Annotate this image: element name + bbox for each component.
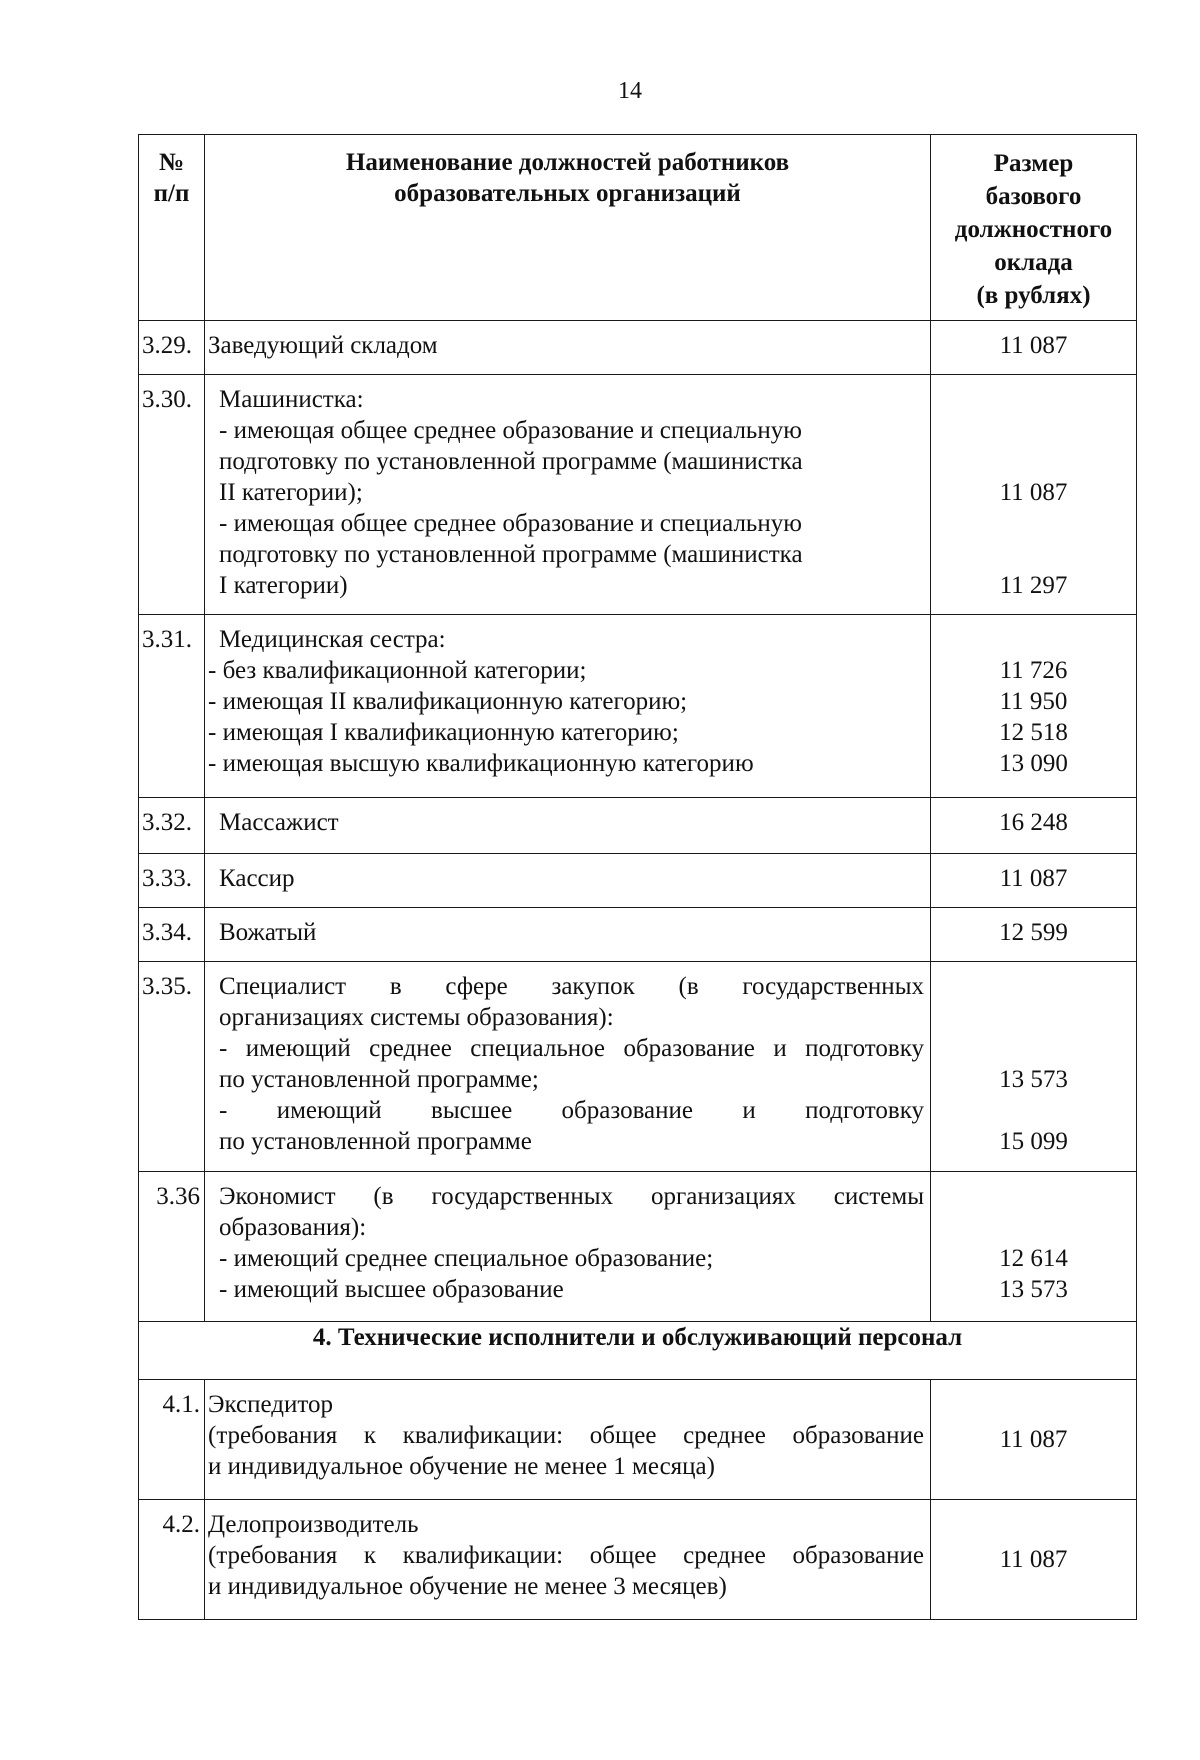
- header-salary: Размер базового должностного оклада (в рублях): [931, 135, 1137, 321]
- row-salary: 11 087: [931, 1500, 1137, 1620]
- table-row: [139, 1500, 1137, 1620]
- row-position: Экономист (в государственных организациях системы образования): - имеющий среднее специальное образование; - имеющий высшее образование: [205, 1172, 931, 1322]
- row-salary: 16 248: [931, 798, 1137, 854]
- table-row: [139, 375, 1137, 615]
- table-header-row: [139, 135, 1137, 321]
- row-number: 4.1.: [139, 1380, 205, 1500]
- row-salary: 12 614 13 573: [931, 1172, 1137, 1322]
- row-number: 3.35.: [139, 962, 205, 1172]
- row-salary: 11 087: [931, 1380, 1137, 1500]
- row-number: 3.29.: [139, 321, 205, 375]
- row-salary: 11 087 11 297: [931, 375, 1137, 615]
- row-salary: 11 726 11 950 12 518 13 090: [931, 615, 1137, 798]
- row-salary: 11 087: [931, 854, 1137, 908]
- table-row: [139, 962, 1137, 1172]
- row-salary: 12 599: [931, 908, 1137, 962]
- row-number: 3.36: [139, 1172, 205, 1322]
- table-row: [139, 321, 1137, 375]
- row-position: Делопроизводитель (требования к квалификации: общее среднее образование и индивидуальное обучение не менее 3 месяцев): [205, 1500, 931, 1620]
- row-number: 3.30.: [139, 375, 205, 615]
- row-number: 4.2.: [139, 1500, 205, 1620]
- table-row: [139, 854, 1137, 908]
- row-number: 3.33.: [139, 854, 205, 908]
- table-row: [139, 798, 1137, 854]
- row-position: Машинистка: - имеющая общее среднее образование и специальную подготовку по установленной программе (машинистка II категории); - имеющая общее среднее образование и специальную подготовку по установленной программе (машинистка I категории): [205, 375, 931, 615]
- table-row: [139, 1172, 1137, 1322]
- salary-table: [138, 134, 1137, 1620]
- row-position: Экспедитор (требования к квалификации: общее среднее образование и индивидуальное обучение не менее 1 месяца): [205, 1380, 931, 1500]
- row-salary: 11 087: [931, 321, 1137, 375]
- row-position: Специалист в сфере закупок (в государственных организациях системы образования): - имеющий среднее специальное образование и подготовку по установленной программе; - имеющий высшее образование и подготовку по установленной программе: [205, 962, 931, 1172]
- table-row: [139, 1380, 1137, 1500]
- row-number: 3.32.: [139, 798, 205, 854]
- page-number: 14: [618, 78, 642, 104]
- row-position: Массажист: [205, 798, 931, 854]
- row-position: Кассир: [205, 854, 931, 908]
- row-number: 3.34.: [139, 908, 205, 962]
- row-number: 3.31.: [139, 615, 205, 798]
- header-number: № п/п: [139, 135, 205, 321]
- table-row: [139, 615, 1137, 798]
- row-position: Заведующий складом: [205, 321, 931, 375]
- table-row: [139, 908, 1137, 962]
- header-position-name: Наименование должностей работников образовательных организаций: [205, 135, 931, 321]
- section-heading-row: [139, 1322, 1137, 1380]
- row-position: Вожатый: [205, 908, 931, 962]
- row-salary: 13 573 15 099: [931, 962, 1137, 1172]
- row-position: Медицинская сестра: - без квалификационной категории; - имеющая II квалификационную категорию; - имеющая I квалификационную категорию; - имеющая высшую квалификационную категорию: [205, 615, 931, 798]
- section-title: 4. Технические исполнители и обслуживающий персонал: [139, 1322, 1137, 1380]
